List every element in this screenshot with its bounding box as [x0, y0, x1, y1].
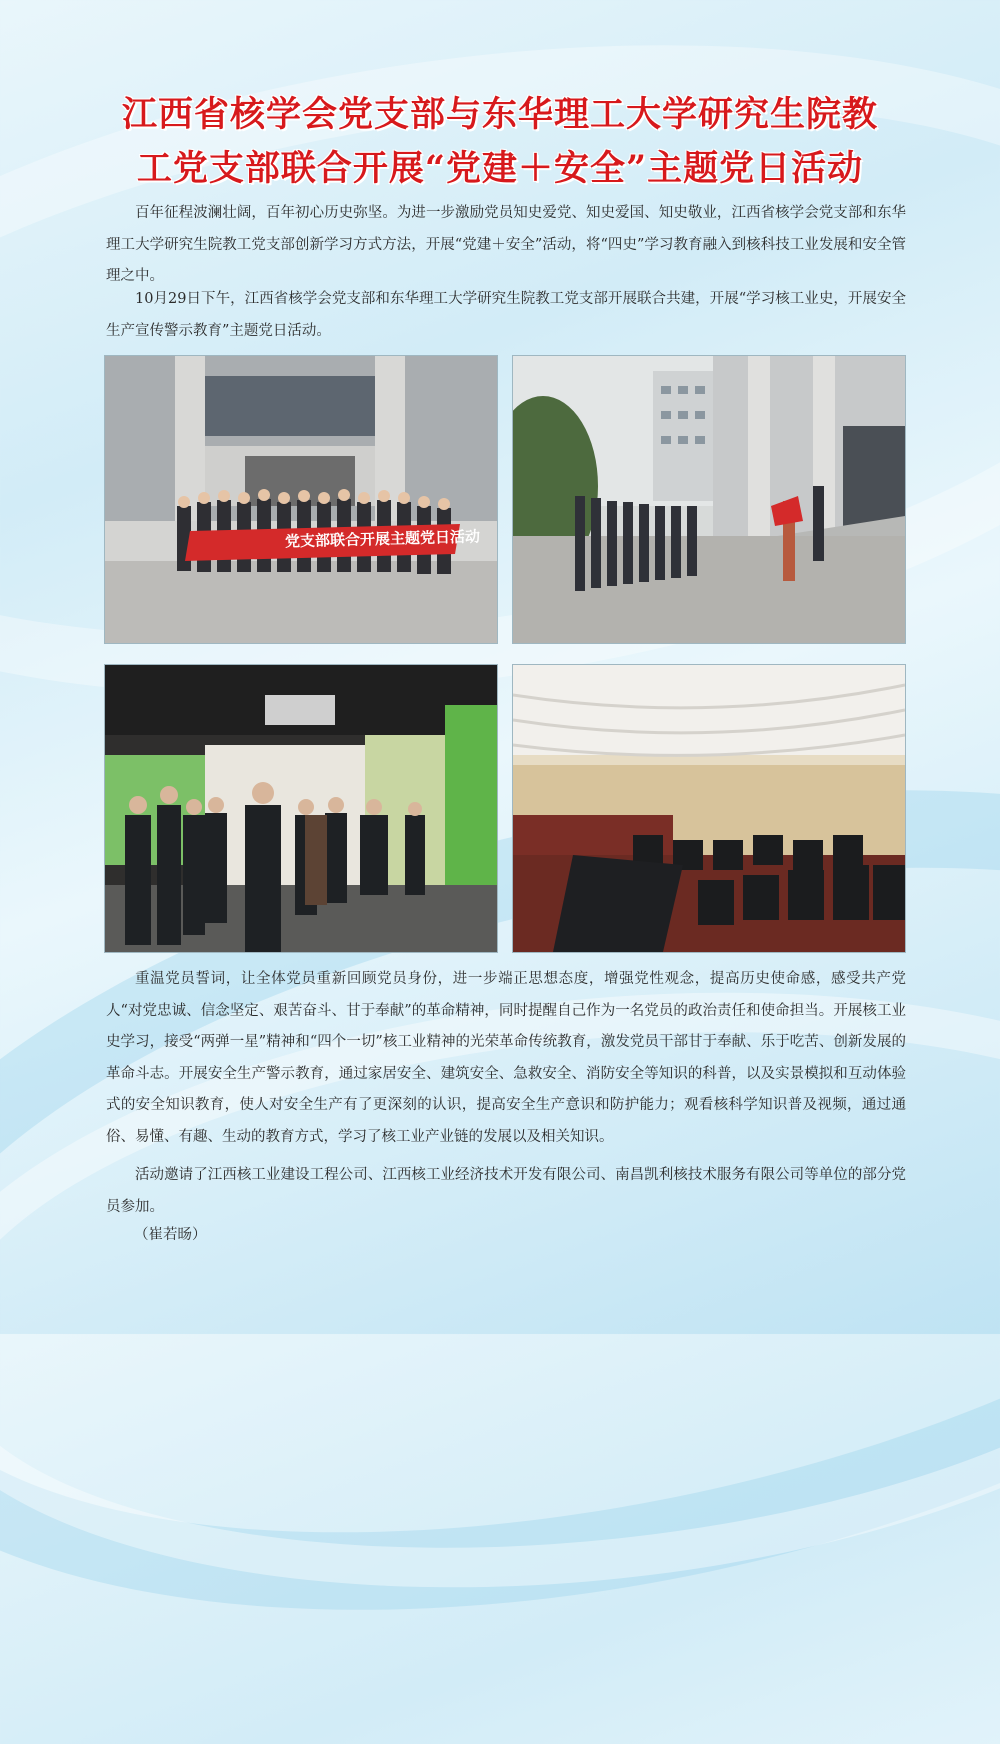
photo-group-banner: [104, 355, 498, 644]
photo-exhibition-hall: [104, 664, 498, 953]
photo-lecture-hall: [512, 664, 906, 953]
banner-text: 党支部联合开展主题党日活动: [284, 527, 481, 551]
paragraph-activities: 重温党员誓词，让全体党员重新回顾党员身份，进一步端正思想态度，增强党性观念，提高历史使命感，感受共产党人“对党忠诚、信念坚定、艰苦奋斗、甘于奉献”的革命精神，同时提醒自己作为一名党员的政治责任和使命担当。开展核工业史学习，接受“两弹一星”精神和“四个一切”核工业精神的光荣革命传统教育，激发党员干部甘于奉献、乐于吃苦、创新发展的革命斗志。开展安全生产警示教育，通过家居安全、建筑安全、急救安全、消防安全等知识的科普，以及实景模拟和互动体验式的安全知识教育，使人对安全生产有了更深刻的认识，提高安全生产意识和防护能力；观看核科学知识普及视频，通过通俗、易懂、有趣、生动的教育方式，学习了核工业产业链的发展以及相关知识。: [106, 971, 906, 1145]
article-title: [60, 88, 940, 196]
title-line-2: 工党支部联合开展“党建＋安全”主题党日活动: [136, 148, 864, 189]
title-line-1: 江西省核学会党支部与东华理工大学研究生院教: [121, 94, 878, 135]
paragraph-event: 10月29日下午，江西省核学会党支部和东华理工大学研究生院教工党支部开展联合共建，开展“学习核工业史，开展安全生产宣传警示教育”主题党日活动。: [106, 291, 906, 339]
author-byline: （崔若旸）: [134, 1227, 207, 1243]
paragraph-participants: 活动邀请了江西核工业建设工程公司、江西核工业经济技术开发有限公司、南昌凯利核技术服务有限公司等单位的部分党员参加。: [106, 1167, 906, 1215]
paragraph-intro: 百年征程波澜壮阔，百年初心历史弥坚。为进一步激励党员知史爱党、知史爱国、知史敬业，江西省核学会党支部和东华理工大学研究生院教工党支部创新学习方式方法，开展“党建＋安全”活动，将“四史”学习教育融入到核科技工业发展和安全管理之中。: [106, 205, 906, 284]
photo-outdoor-gathering: [512, 355, 906, 644]
